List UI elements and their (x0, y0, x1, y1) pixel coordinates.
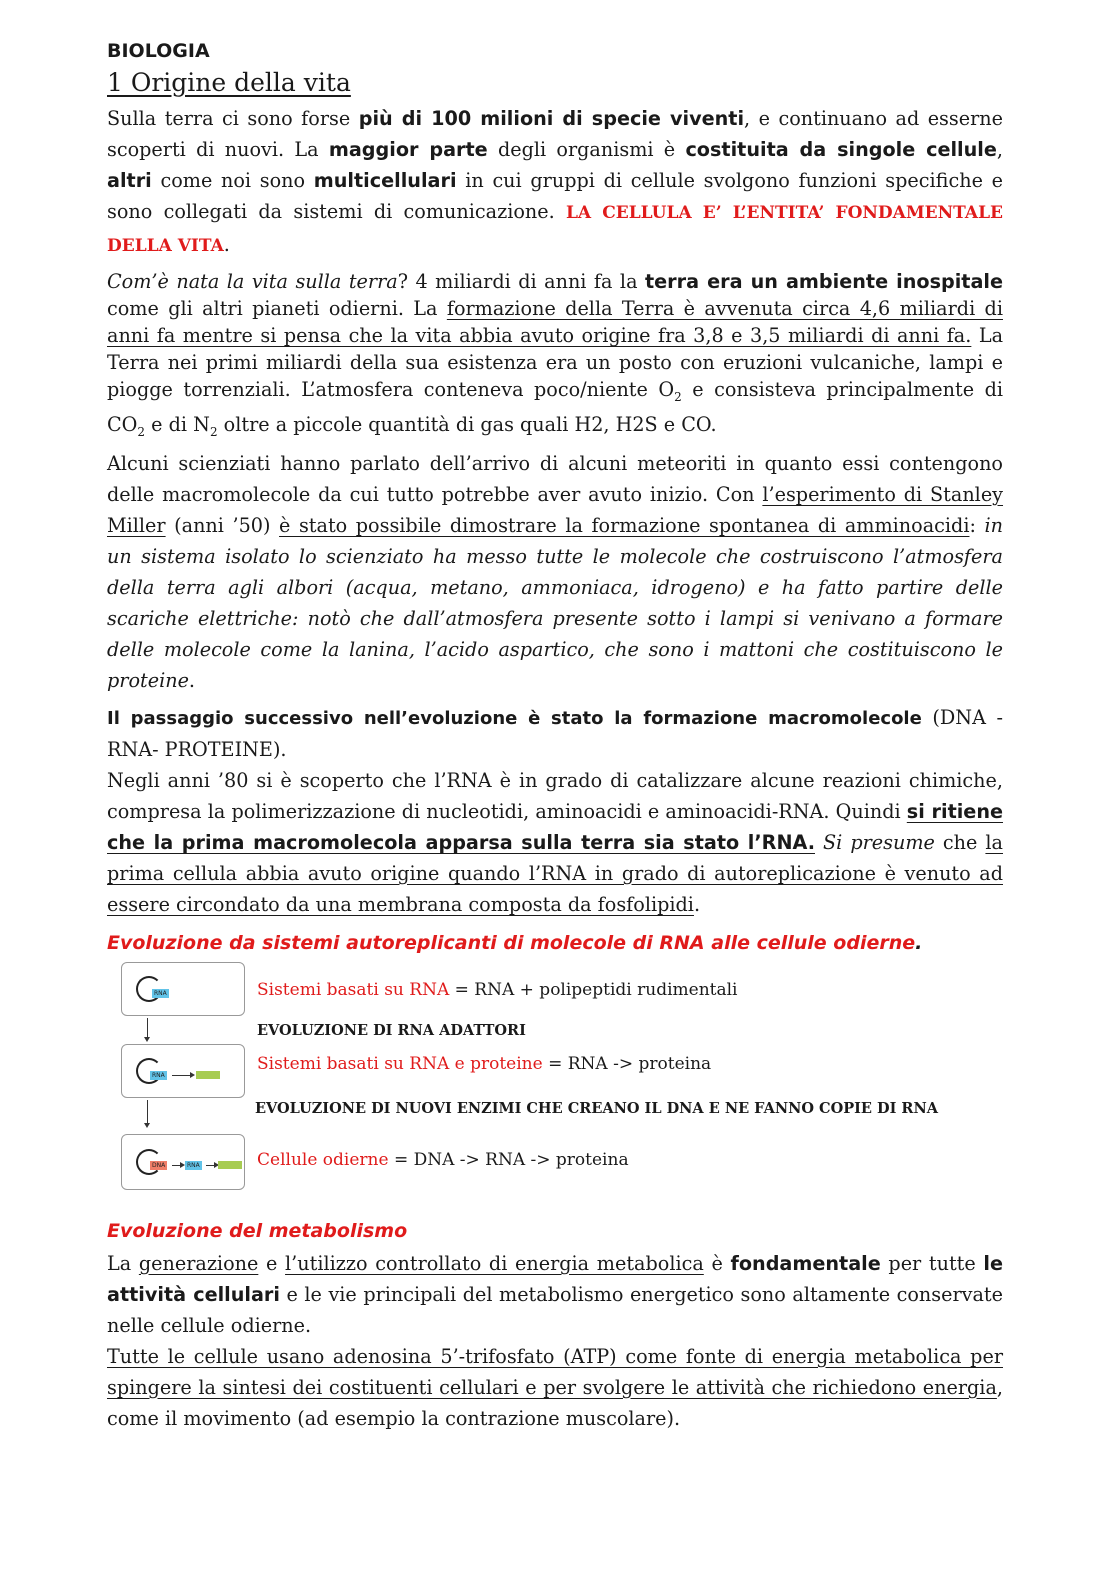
diagram-label: = DNA -> RNA -> proteina (388, 1149, 629, 1170)
subscript: 2 (209, 424, 218, 439)
diagram-caption: EVOLUZIONE DI NUOVI ENZIMI CHE CREANO IL DNA E NE FANNO COPIE DI RNA (255, 1099, 938, 1117)
diagram-row-1 (257, 980, 737, 1000)
bold-text: Il passaggio successivo nell’evoluzione è stato la formazione macromolecole (107, 707, 922, 729)
italic-text: in un sistema isolato lo scienziato ha messo tutte le molecole che costruiscono l’atmosfera della terra agli albori (acqua, metano, ammoniaca, idrogeno) e ha fatto partire delle scariche elettriche: notò che dall’atmosfera presente sotto i lampi si venivano a formare delle molecole come la lanina, l’acido aspartico, che sono i mattoni che costituiscono le proteine (107, 513, 1003, 692)
diagram-red-label: Cellule odierne (257, 1149, 389, 1170)
section-heading-metabolism: Evoluzione del metabolismo (107, 1219, 408, 1242)
protein-bar (196, 1071, 220, 1079)
text: oltre a piccole quantità di gas quali H2, H2S e CO. (217, 412, 717, 436)
paragraph-miller (107, 448, 1003, 696)
paragraph-rna (107, 765, 1003, 920)
text (815, 831, 823, 854)
text: Sulla terra ci sono forse (107, 107, 359, 130)
dna-tag: DNA (152, 1161, 166, 1169)
italic-question: Com’è nata la vita sulla terra (107, 270, 398, 293)
text: , (996, 138, 1003, 161)
rna-tag: RNA (152, 1071, 165, 1079)
right-arrow-icon (172, 1165, 182, 1166)
rna-tag: RNA (187, 1161, 200, 1169)
diagram-row-2 (257, 1054, 711, 1074)
paragraph-atp (107, 1341, 1003, 1434)
evolution-diagram (107, 962, 1003, 1202)
bold-text: maggior parte (328, 138, 488, 161)
text: in cui gruppi di cellule svolgono funzioni specifiche e sono collegati da sistemi di comunicazione. (107, 169, 1003, 223)
paragraph-origin (107, 268, 1003, 446)
text: è (703, 1251, 731, 1275)
text: e le vie principali del metabolismo energetico sono altamente conservate nelle cellule odierne. (107, 1282, 1003, 1337)
text: come noi sono (151, 169, 314, 192)
text: come gli altri pianeti odierni. La (107, 297, 447, 320)
bold-text: altri (107, 169, 152, 192)
subscript: 2 (674, 389, 682, 404)
diagram-caption: EVOLUZIONE DI RNA ADATTORI (257, 1021, 526, 1039)
rna-tag: RNA (154, 989, 167, 997)
down-arrow-icon (147, 1018, 148, 1038)
diagram-box-rna-protein (121, 1044, 245, 1098)
text: (DNA - RNA- PROTEINE). (107, 705, 1003, 761)
text: per tutte (880, 1251, 984, 1275)
section-title: Evoluzione da sistemi autoreplicanti di molecole di RNA alle cellule odierne (107, 931, 916, 954)
underlined-text: la prima cellula abbia avuto origine quando l’RNA in grado di autoreplicazione è venuto ad essere circondato da una membrana composta da fosfolipidi (107, 830, 1003, 916)
paragraph-metabolism (107, 1248, 1003, 1341)
text: degli organismi è (487, 138, 686, 161)
diagram-red-label: Sistemi basati su RNA (257, 979, 450, 1000)
text: ? 4 miliardi di anni fa la (397, 270, 645, 293)
paragraph-macromolecules (107, 702, 1003, 765)
diagram-label: = RNA + polipeptidi rudimentali (449, 979, 738, 1000)
text: La (107, 1251, 139, 1275)
subscript: 2 (137, 424, 146, 439)
text: e di N (145, 412, 210, 436)
underlined-text: l’utilizzo controllato di energia metabolica (285, 1251, 704, 1275)
underlined-text: formazione della Terra è avvenuta circa 4,6 miliardi di anni fa mentre si pensa che la vita abbia avuto origine fra 3,8 e 3,5 miliardi di anni fa. (107, 297, 1003, 347)
chapter-title: 1 Origine della vita (107, 68, 351, 97)
protein-bar (218, 1161, 242, 1169)
right-arrow-icon (206, 1165, 216, 1166)
paragraph-intro (107, 103, 1003, 262)
bold-underlined-text: si ritiene che la prima macromolecola apparsa sulla terra sia stato l’RNA. (107, 799, 1003, 854)
text: . (693, 892, 701, 916)
diagram-box-rna (121, 962, 245, 1016)
text: e consisteva principalmente di CO (107, 378, 1003, 436)
diagram-red-label: Sistemi basati su RNA e proteine (257, 1053, 543, 1074)
down-arrow-icon (147, 1100, 148, 1124)
bold-text: multicellulari (313, 169, 457, 192)
highlight-statement: LA CELLULA E’ L’ENTITA’ FONDAMENTALE DELLA VITA (107, 203, 1003, 256)
text: Negli anni ’80 si è scoperto che l’RNA è in grado di catalizzare alcune reazioni chimiche, compresa la polimerizzazione di nucleotidi, aminoacidi e aminoacidi-RNA. Quindi (107, 768, 1003, 823)
italic-text: Si presume (823, 830, 935, 854)
text: . (223, 233, 230, 256)
bold-text: le attività cellulari (107, 1251, 1004, 1306)
bold-text: più di 100 milioni di specie viventi (358, 107, 745, 130)
text: . (915, 931, 923, 954)
text: . (188, 668, 196, 692)
text: (anni ’50) (165, 513, 280, 537)
text: e (258, 1251, 286, 1275)
text: Alcuni scienziati hanno parlato dell’arrivo di alcuni meteoriti in quanto essi contengono delle macromolecole da cui tutto potrebbe aver avuto inizio. Con (107, 451, 1003, 506)
underlined-text: è stato possibile dimostrare la formazione spontanea di amminoacidi (279, 513, 970, 537)
text: , come il movimento (ad esempio la contrazione muscolare). (107, 1375, 1003, 1430)
underlined-text: l’esperimento di Stanley Miller (107, 482, 1004, 537)
right-arrow-icon (172, 1075, 192, 1076)
diagram-row-3 (257, 1150, 629, 1170)
text: , e continuano ad esserne scoperti di nuovi. La (107, 107, 1003, 161)
subject-label: BIOLOGIA (107, 40, 210, 62)
text: La Terra nei primi miliardi della sua esistenza era un posto con eruzioni vulcaniche, lampi e piogge torrenziali. L’atmosfera conteneva poco/niente O (107, 324, 1004, 401)
underlined-text: Tutte le cellule usano adenosina 5’-trifosfato (ATP) come fonte di energia metabolica per spingere la sintesi dei costituenti cellulari e per svolgere le attività che richiedono energia (107, 1344, 1003, 1399)
text: : (969, 513, 985, 537)
bold-text: costituita da singole cellule (685, 138, 997, 161)
document-page (107, 40, 1003, 1434)
underlined-text: generazione (138, 1251, 259, 1275)
section-heading-evolution (107, 932, 1003, 954)
diagram-box-modern-cell (121, 1134, 245, 1190)
bold-text: fondamentale (730, 1251, 881, 1275)
text: che (934, 830, 986, 854)
bold-text: terra era un ambiente inospitale (645, 270, 1004, 293)
diagram-label: = RNA -> proteina (542, 1053, 712, 1074)
